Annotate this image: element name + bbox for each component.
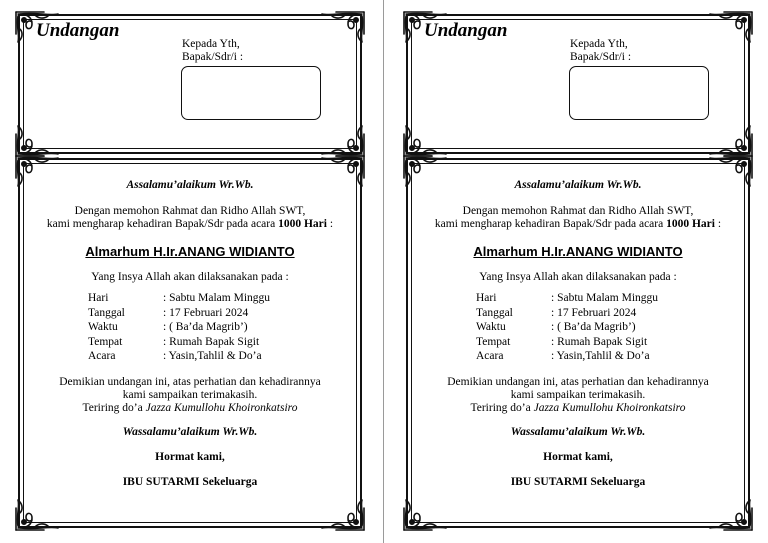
detail-value: : ( Ba’da Magrib’) <box>551 321 636 333</box>
closing-line-1: Demikian undangan ini, atas perhatian dan kehadirannya <box>447 376 709 388</box>
address-box <box>181 66 321 120</box>
address-box <box>569 66 709 120</box>
detail-value: : Rumah Bapak Sigit <box>551 335 648 348</box>
event-label: 1000 Hari <box>278 218 327 230</box>
closing-line-3-prefix: Teriring do’a <box>82 402 146 414</box>
detail-label: Hari <box>476 292 497 304</box>
detail-label: Tanggal <box>88 306 125 319</box>
detail-label: Waktu <box>88 321 118 333</box>
invitation-title: Undangan <box>424 20 508 41</box>
intro-line-2-suffix: : <box>326 218 334 230</box>
ornament-corner-icon <box>708 124 754 158</box>
detail-row <box>88 335 270 350</box>
detail-row <box>476 306 658 321</box>
detail-value: : Sabtu Malam Minggu <box>551 292 659 304</box>
detail-label: Tempat <box>476 335 511 348</box>
ornament-corner-icon <box>402 124 448 158</box>
invitation-title: Undangan <box>36 20 120 41</box>
recipient-line-1: Kepada Yth, <box>182 38 240 50</box>
opening-greeting: Assalamu’alaikum Wr.Wb. <box>126 179 254 191</box>
detail-label: Acara <box>88 350 116 362</box>
detail-row <box>476 335 658 350</box>
event-details <box>476 291 658 364</box>
intro-line-2 <box>406 218 750 231</box>
sender-name: IBU SUTARMI Sekeluarga <box>510 476 646 488</box>
detail-label: Tempat <box>88 335 123 348</box>
intro-line-1: Dengan memohon Rahmat dan Ridho Allah SWT, <box>462 205 694 217</box>
intro-line-2-prefix: kami mengharap kehadiran Bapak/Sdr pada acara <box>46 218 279 230</box>
intro-line-2 <box>18 218 362 231</box>
closing-line-2: kami sampaikan terimakasih. <box>122 389 258 401</box>
invitation-card-right <box>388 0 768 543</box>
ornament-corner-icon <box>14 124 60 158</box>
closing-line-2: kami sampaikan terimakasih. <box>510 389 646 401</box>
ornament-corner-icon <box>708 10 754 44</box>
detail-row <box>88 349 270 364</box>
detail-row <box>88 320 270 335</box>
detail-value: : Rumah Bapak Sigit <box>163 335 260 348</box>
regards: Hormat kami, <box>543 451 613 463</box>
detail-row <box>476 349 658 364</box>
detail-value: : 17 Februari 2024 <box>551 306 637 319</box>
regards: Hormat kami, <box>155 451 225 463</box>
closing-prayer: Jazza Kumullohu Khoironkatsiro <box>145 402 298 414</box>
detail-value: : Yasin,Tahlil & Do’a <box>163 350 262 362</box>
event-details <box>88 291 270 364</box>
ornament-corner-icon <box>402 498 448 532</box>
event-label: 1000 Hari <box>666 218 715 230</box>
recipient-label <box>182 38 243 64</box>
sender-name: IBU SUTARMI Sekeluarga <box>122 476 258 488</box>
intro-line-1: Dengan memohon Rahmat dan Ridho Allah SWT, <box>74 205 306 217</box>
recipient-line-1: Kepada Yth, <box>570 38 628 50</box>
ornament-corner-icon <box>14 498 60 532</box>
closing-line-1: Demikian undangan ini, atas perhatian dan kehadirannya <box>59 376 321 388</box>
ornament-corner-icon <box>320 498 366 532</box>
ornament-corner-icon <box>708 498 754 532</box>
detail-label: Waktu <box>476 321 506 333</box>
detail-label: Acara <box>476 350 504 362</box>
closing-prayer: Jazza Kumullohu Khoironkatsiro <box>533 402 686 414</box>
detail-label: Hari <box>88 292 109 304</box>
closing-line-3 <box>406 402 750 415</box>
intro-line-2-suffix: : <box>714 218 722 230</box>
schedule-intro: Yang Insya Allah akan dilaksanakan pada : <box>91 271 289 283</box>
ornament-corner-icon <box>320 124 366 158</box>
closing-line-3 <box>18 402 362 415</box>
schedule-intro: Yang Insya Allah akan dilaksanakan pada : <box>479 271 677 283</box>
detail-row <box>476 291 658 306</box>
intro-line-2-prefix: kami mengharap kehadiran Bapak/Sdr pada acara <box>434 218 667 230</box>
detail-row <box>88 291 270 306</box>
closing-line-3-prefix: Teriring do’a <box>470 402 534 414</box>
closing-greeting: Wassalamu’alaikum Wr.Wb. <box>510 426 646 438</box>
opening-greeting: Assalamu’alaikum Wr.Wb. <box>514 179 642 191</box>
recipient-label <box>570 38 631 64</box>
recipient-line-2: Bapak/Sdr/i : <box>570 51 632 63</box>
detail-value: : Yasin,Tahlil & Do’a <box>551 350 650 362</box>
ornament-corner-icon <box>320 10 366 44</box>
detail-row <box>476 320 658 335</box>
detail-value: : Sabtu Malam Minggu <box>163 292 271 304</box>
detail-value: : ( Ba’da Magrib’) <box>163 321 248 333</box>
recipient-line-2: Bapak/Sdr/i : <box>182 51 244 63</box>
deceased-name: Almarhum H.Ir.ANANG WIDIANTO <box>85 244 295 259</box>
detail-value: : 17 Februari 2024 <box>163 306 249 319</box>
deceased-name: Almarhum H.Ir.ANANG WIDIANTO <box>473 244 683 259</box>
detail-row <box>88 306 270 321</box>
detail-label: Tanggal <box>476 306 513 319</box>
closing-greeting: Wassalamu’alaikum Wr.Wb. <box>122 426 258 438</box>
